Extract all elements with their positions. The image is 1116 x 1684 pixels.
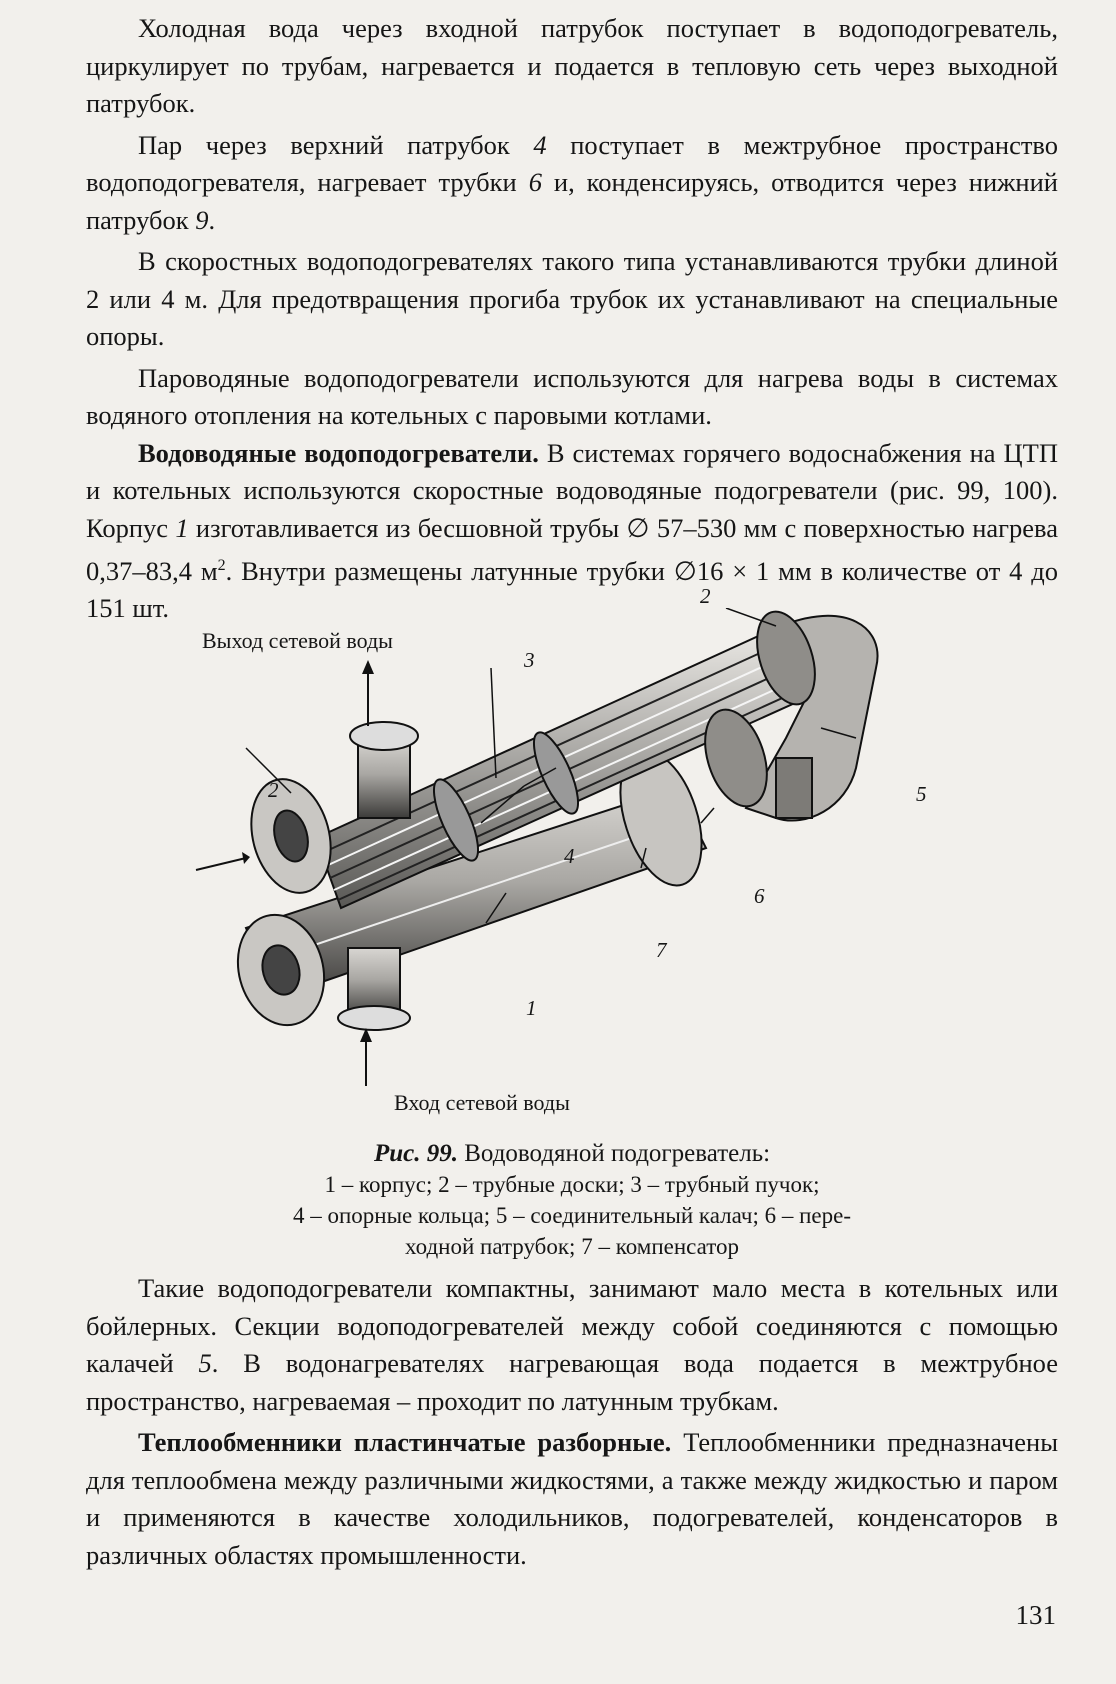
- paragraph-7: Теплообменники пластинчатые разборные. Теплообменники предназначены для теплообмена между различными жидкостями, а также между жидкостью и паром и применяются в качестве холодильников, подогревателей, конденсаторов в различных областях промышленности.: [86, 1427, 1058, 1570]
- outlet-label: Выход сетевой воды: [202, 628, 393, 653]
- callout-7: 7: [656, 938, 667, 962]
- ref-number: 4: [533, 129, 547, 160]
- outlet-pipe: [350, 722, 418, 818]
- paragraph-1: Холодная вода через входной патрубок поступает в водоподогреватель, циркулирует по трубам, нагревается и подается в тепловую сеть через выходной патрубок.: [86, 13, 1058, 118]
- side-arrow-icon: [196, 852, 250, 870]
- paragraph-2: Пар через верхний патрубок 4 поступает в межтрубное пространство водоподогревателя, нагревает трубки 6 и, конденсируясь, отводится через нижний патрубок 9.: [86, 129, 1058, 235]
- text-block-top: [86, 10, 1058, 628]
- caption-line: 1 – корпус; 2 – трубные доски; 3 – трубный пучок;: [324, 1172, 820, 1197]
- caption-line: 4 – опорные кольца; 5 – соединительный калач; 6 – пере-: [292, 1203, 852, 1228]
- figure-heater: [86, 584, 1058, 1115]
- connecting-bend: [694, 608, 878, 821]
- callout-2-left: 2: [268, 778, 279, 802]
- ref-number: 5: [198, 1348, 212, 1378]
- callout-1: 1: [526, 996, 537, 1020]
- term-heading: Теплообменники пластинчатые разборные.: [138, 1427, 672, 1457]
- caption-label: Рис. 99.: [373, 1140, 458, 1167]
- outlet-arrow-icon: [362, 660, 374, 726]
- figure-caption: [86, 1138, 1058, 1262]
- text-block-bottom: [86, 1270, 1058, 1574]
- term-heading: Водоводяные водоподогреватели.: [138, 437, 539, 468]
- page-number: 131: [1015, 1600, 1056, 1630]
- paragraph-5: Водоводяные водоподогреватели. В системах горячего водоснабжения на ЦТП и котельных используются скоростные водоводяные подогреватели (рис. 99, 100). Корпус 1 изготавливается из бесшовной трубы ∅ 57–530 мм с поверхностью нагрева 0,37–83,4 $м^2$. Внутри размещены латунные трубки ∅16 × 1 мм в количестве от 4 до 151 шт.: [86, 437, 1058, 624]
- inlet-label: Вход сетевой воды: [394, 1090, 570, 1115]
- paragraph-4: Пароводяные водоподогреватели используются для нагрева воды в системах водяного отопления на котельных с паровыми котлами.: [86, 362, 1058, 430]
- caption-line: ходной патрубок; 7 – компенсатор: [405, 1234, 739, 1259]
- callout-3: 3: [524, 648, 535, 672]
- paragraph-6: Такие водоподогреватели компактны, занимают мало места в котельных или бойлерных. Секции водоподогревателей между собой соединяются с помощью калачей 5. В водонагревателях нагревающая вода подается в межтрубное пространство, нагреваемая – проходит по латунным трубкам.: [86, 1273, 1058, 1416]
- callout-2-right: 2: [700, 584, 711, 608]
- callout-6: 6: [754, 884, 765, 908]
- callout-4: 4: [564, 844, 575, 868]
- ref-number: 9: [195, 204, 209, 235]
- ref-number: 1: [175, 512, 189, 543]
- ref-number: 6: [528, 167, 542, 197]
- caption-title: Водоводяной подогреватель:: [457, 1140, 771, 1167]
- callout-5: 5: [916, 782, 927, 806]
- inlet-arrow-icon: [360, 1028, 372, 1086]
- paragraph-3: В скоростных водоподогревателях такого типа устанавливаются трубки длиной 2 или 4 м. Для предотвращения прогиба трубок их устанавливают на специальные опоры.: [86, 246, 1058, 351]
- inlet-pipe: [338, 948, 410, 1030]
